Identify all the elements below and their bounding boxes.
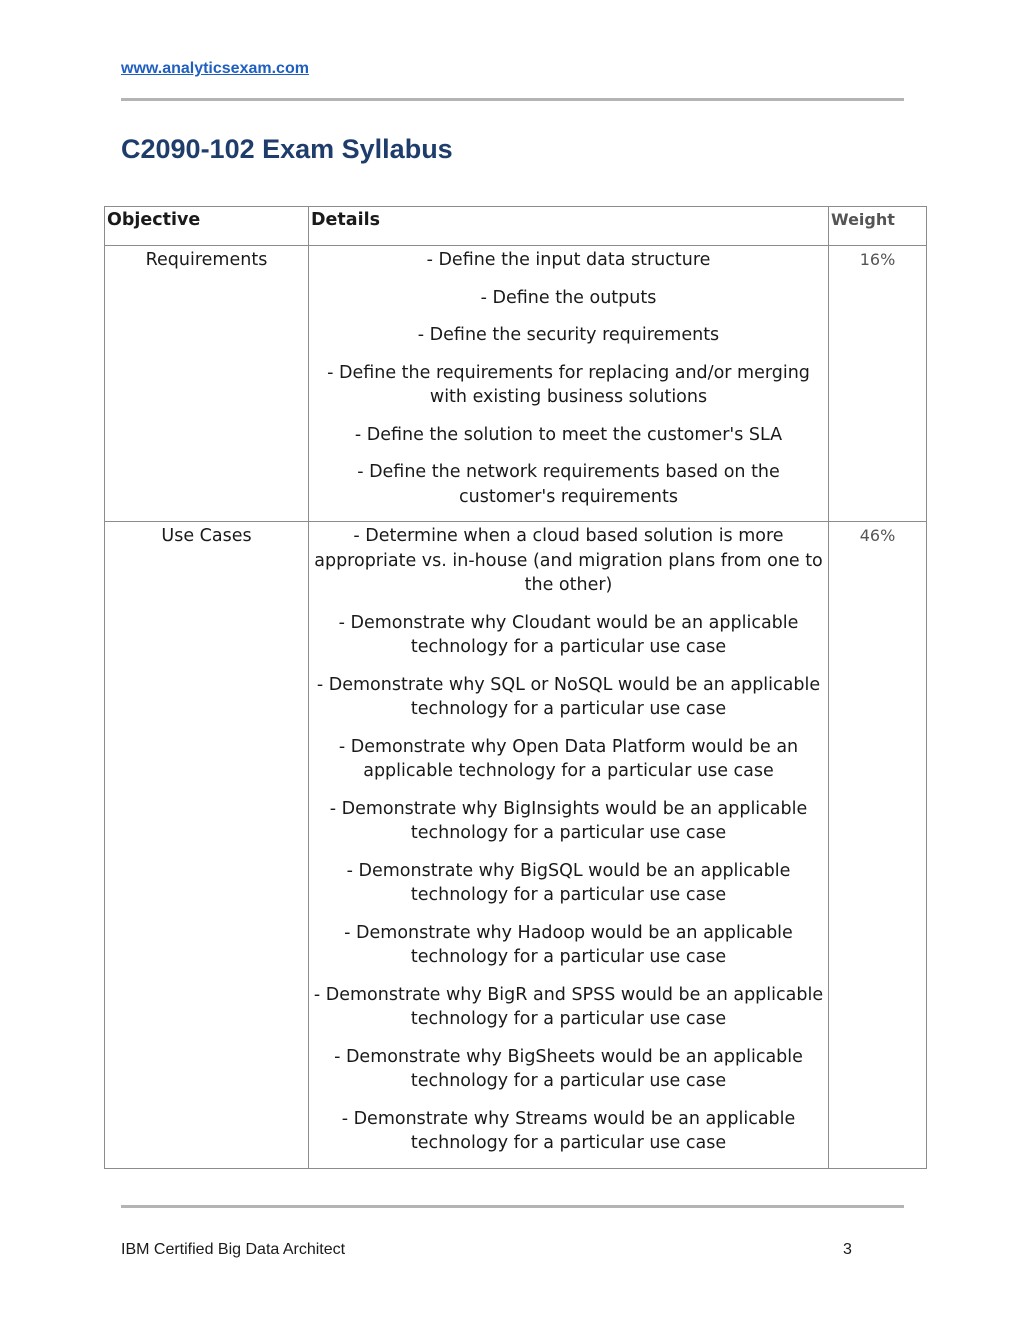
detail-item: - Demonstrate why Hadoop would be an applicable technology for a particular use case (344, 922, 793, 967)
detail-item: - Define the network requirements based on the customer's requirements (357, 462, 780, 507)
detail-item: - Demonstrate why BigInsights would be an applicable technology for a particular use case (329, 798, 808, 843)
table-header-row (105, 207, 927, 246)
header-divider (121, 98, 904, 101)
details-cell (309, 246, 829, 522)
details-cell (309, 522, 829, 1169)
footer-divider (121, 1205, 904, 1208)
detail-item: - Determine when a cloud based solution is more appropriate vs. in-house (and migration plans from one to the other) (314, 526, 823, 595)
column-header-weight: Weight (829, 207, 927, 246)
syllabus-table (104, 206, 927, 1169)
detail-item: - Demonstrate why Cloudant would be an applicable technology for a particular use case (338, 612, 799, 657)
page-title: C2090-102 Exam Syllabus (121, 134, 453, 164)
objective-cell: Requirements (105, 246, 309, 522)
detail-item: - Define the input data structure (426, 250, 711, 270)
detail-item: - Define the security requirements (417, 325, 720, 345)
detail-item: - Demonstrate why BigSheets would be an applicable technology for a particular use case (334, 1046, 803, 1091)
footer-title: IBM Certified Big Data Architect (121, 1241, 346, 1258)
detail-item: - Demonstrate why BigR and SPSS would be an applicable technology for a particular use case (313, 984, 824, 1029)
detail-item: - Define the outputs (480, 287, 657, 308)
detail-item: - Demonstrate why SQL or NoSQL would be an applicable technology for a particular use case (316, 674, 821, 719)
detail-item: - Define the solution to meet the customer's SLA (354, 424, 783, 445)
detail-item: - Define the requirements for replacing and/or merging with existing business solutions (327, 362, 810, 407)
detail-item: - Demonstrate why BigSQL would be an applicable technology for a particular use case (346, 860, 791, 905)
weight-cell: 16% (829, 246, 927, 522)
table-row (105, 246, 927, 522)
column-header-details: Details (309, 207, 829, 246)
website-link[interactable]: www.analyticsexam.com (121, 60, 309, 77)
table-row (105, 522, 927, 1169)
column-header-objective: Objective (105, 207, 309, 246)
page-number: 3 (843, 1241, 852, 1258)
weight-cell: 46% (829, 522, 927, 1169)
detail-item: - Demonstrate why Streams would be an applicable technology for a particular use case (341, 1108, 796, 1153)
objective-cell: Use Cases (105, 522, 309, 1169)
detail-item: - Demonstrate why Open Data Platform would be an applicable technology for a particular use case (338, 736, 799, 781)
